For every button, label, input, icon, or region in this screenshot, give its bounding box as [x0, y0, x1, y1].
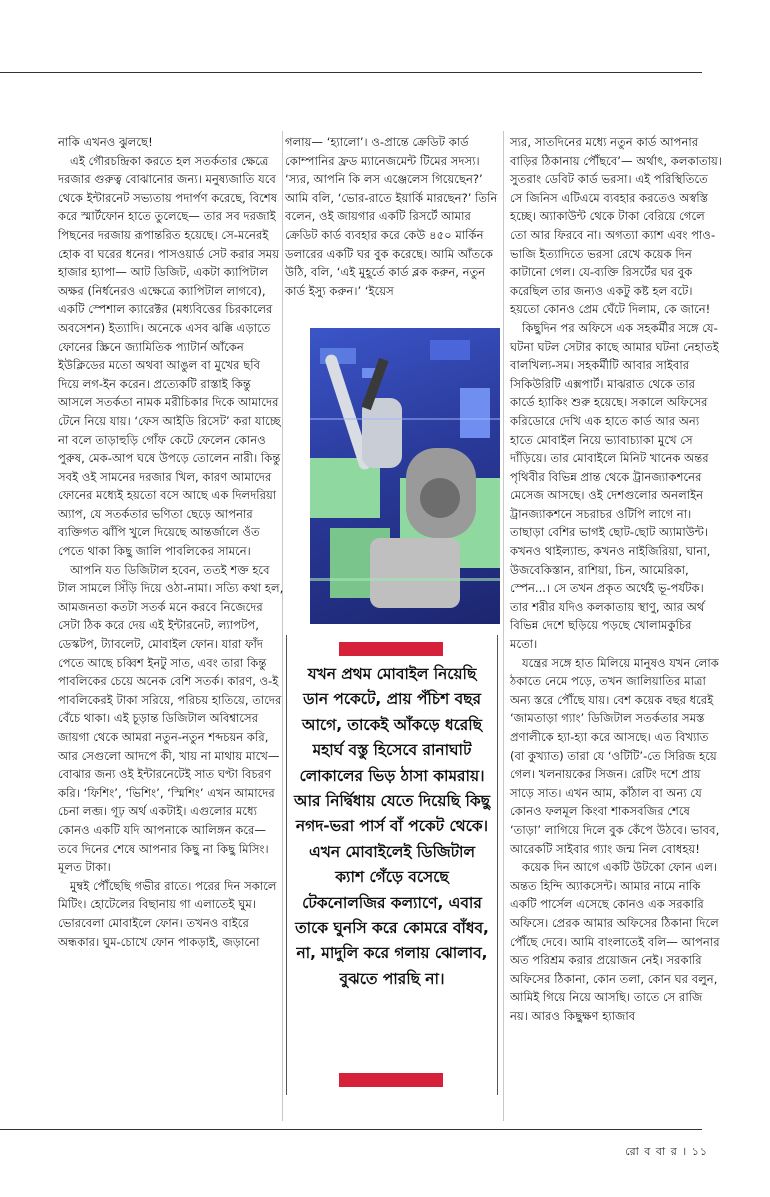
page-footer: রো ব বা র । ১১	[625, 1145, 708, 1158]
pull-quote	[286, 635, 498, 1095]
illustration-robot-hand-phone	[310, 328, 500, 624]
accent-bar	[339, 1073, 443, 1087]
top-rule	[0, 72, 702, 73]
article-column-2	[285, 133, 499, 300]
paragraph: স্যর, সাতদিনের মধ্যে নতুন কার্ড আপনার বাড়ির ঠিকানায় পৌঁছবে’— অর্থাৎ, কলকাতায়। সুতরাং ডেবিট কার্ড ভরসা। এই পরিস্থিতিতে সে জিনিস এটিএমে ব্যবহার করতেও অস্বস্তি হচ্ছে। অ্যাকাউন্ট থেকে টাকা বেরিয়ে গেলে তো আর ফিরবে না। অগত্যা ক্যাশ এবং পাও-ভাজি ইত্যাদিতে ভরসা রেখে কয়েক দিন কাটানো গেল। যে-ব্যক্তি রিসর্টের ঘর বুক করেছিল তার জন্যও একটু কষ্ট হল বটে। হয়তো কোনও প্রেম ঘেঁটে দিলাম, কে জানে!	[510, 135, 722, 317]
paragraph: কয়েক দিন আগে একটি উটকো ফোন এল। অন্তত হিন্দি অ্যাকসেন্ট। আমার নামে নাকি একটি পার্সেল এসেছে কোনও এক সরকারি অফিসে। প্রেরক আমার অফিসের ঠিকানা দিলে পৌঁছে দেবে। আমি বাংলাতেই বলি— আপনার অত পরিশ্রম করার প্রয়োজন নেই। সরকারি অফিসের ঠিকানা, কোন তলা, কোন ঘর বলুন, আমিই গিয়ে নিয়ে আসছি। তাতে সে রাজি নয়। আরও কিছুক্ষণ হ্যাজাব	[510, 860, 720, 1023]
paragraph: মুম্বই পৌঁছেছি গভীর রাতে। পরের দিন সকালে মিটিং। হোটেলের বিছানায় গা এলাতেই ঘুম। ভোরবেলা মোবাইলে ফোন। তখনও বাইরে অন্ধকার। ঘুম-চোখে ফোন পাকড়াই, জড়ানো	[58, 878, 277, 949]
paragraph: নাকি এখনও ঝুলছে!	[58, 135, 153, 149]
pull-quote-text: যখন প্রথম মোবাইল নিয়েছি ডান পকেটে, প্রায় পঁচিশ বছর আগে, তাকেই আঁকড়ে ধরেছি মহার্ঘ বস্তু হিসেবে রানাঘাট লোকালের ভিড় ঠাসা কামরায়। আর নির্দ্বিধায় যেতে দিয়েছি কিছু নগদ-ভরা পার্স বাঁ পকেট থেকে। এখন মোবাইলেই ডিজিটাল ক্যাশ গেঁড়ে বসেছে টেকনোলজির কল্যাণে, এবার তাকে ঘুনসি করে কোমরে বাঁধব, না, মাদুলি করে গলায় ঝোলাব, বুঝতে পারছি না।	[294, 665, 490, 988]
paragraph: আপনি যত ডিজিটাল হবেন, ততই শক্ত হবে টাল সামলে সিঁড়ি দিয়ে ওঠা-নামা। সত্যি কথা হল, আমজনতা কতটা সতর্ক মনে করবে নিজেদের সেটা ঠিক করে দেয় এই ইন্টারনেট, ল্যাপটপ, ডেস্কটপ, ট্যাবলেট, মোবাইল ফোন। যারা ফাঁদ পেতে আছে চব্বিশ ইনটু সাত, এবং তারা কিন্তু পাবলিকের চেয়ে অনেক বেশি সতর্ক। কারণ, ও-ই পাবলিকেরই টাকা সরিয়ে, পরিচয় হাতিয়ে, তাদের বেঁচে থাকা। এই চূড়ান্ত ডিজিটাল অবিশ্বাসের জায়গা থেকে আমরা নতুন-নতুন শব্দচয়ন করি, আর সেগুলো আদপে কী, খায় না মাথায় মাখে— বোঝার জন্য ওই ইন্টারনেটেই সাত ঘণ্টা বিচরণ করি। ‘ফিশিং’, ‘ভিশিং’, ‘স্মিশিং’ এখন আমাদের চেনা লব্জ। গূঢ় অর্থ একটাই। এগুলোর মধ্যে কোনও একটি যদি আপনাকে আলিঙ্গন করে— তবে দিনের শেষে আপনার কিছু না কিছু মিসিং। মূলত টাকা।	[58, 562, 284, 875]
accent-bar	[339, 642, 443, 656]
bottom-rule	[0, 1129, 702, 1130]
paragraph: যন্ত্রের সঙ্গে হাত মিলিয়ে মানুষও যখন লোক ঠকাতে নেমে পড়ে, তখন জালিয়াতির মাত্রা অন্য স্তরে পৌঁছে যায়। বেশ কয়েক বছর ধরেই ‘জামতাড়া গ্যাং’ ডিজিটাল সতর্কতার সমস্ত প্রণালীকে হ্যা-হ্যা করে আসছে। এত বিখ্যাত (বা কুখ্যাত) তারা যে ‘ওটিটি’-তে সিরিজ হয়ে গেল। খলনায়কের সিজন। রেটিং দশে প্রায় সাড়ে সাত। এখন আম, কাঁঠাল বা অন্য যে কোনও ফলমূল কিংবা শাকসবজির শেষে ‘তাড়া’ লাগিয়ে দিলে বুক কেঁপে উঠবে। ভাবব, আরেকটি সাইবার গ্যাং জন্ম নিল বোধহয়!	[510, 655, 720, 856]
paragraph: এই গৌরচন্দ্রিকা করতে হল সতর্কতার ক্ষেত্রে দরজার গুরুত্ব বোঝানোর জন্য। মনুষ্যজাতি যবে থেকে ইন্টারনেট সভ্যতায় পদার্পণ করেছে, বিশেষ করে স্মার্টফোন হাতে তুলেছে— তার সব দরজাই পিছনের দরজায় রূপান্তরিত হয়েছে। সে-মনেরই হোক বা ঘরের ধনের। পাসওয়ার্ড সেট করার সময় হাজার হ্যাপা— আট ডিজিট, একটা ক্যাপিটাল অক্ষর (নির্ধনেরও এক্ষেত্রে ক্যাপিটাল লাগবে), একটি স্পেশাল ক্যারেক্টর (মধ্যবিত্তের চিরকালের অবসেশন) ইত্যাদি। অনেকে এসব ঝক্কি এড়াতে ফোনের স্ক্রিনে জ্যামিতিক প্যাটার্ন আঁকেন ইউক্লিডের মতো অথবা আঙুল বা মুখের ছবি দিয়ে লগ-ইন করেন। প্রত্যেকটি রাস্তাই কিন্তু আসলে সতর্কতা নামক মরীচিকার দিকে আমাদের টেনে নিয়ে যায়। ‘ফেস আইডি রিসেট’ করা যাচ্ছে না বলে তাড়াহুড়ি গোঁফ কেটে ফেলেন কোনও পুরুষ, মেক-আপ ঘষে উপড়ে তোলেন নারী। কিন্তু সবই ওই সামনের দরজার খিল, কারণ আমাদের ফোনের মধ্যেই হয়তো বসে আছে এক দিলদরিয়া অ্যাপ, যে সতর্কতার ভণিতা ছেড়ে আপনার ব্যক্তিগত ঝাঁপি খুলে দিয়েছে আন্তর্জালে ওঁত পেতে থাকা কিছু জালি পাবলিকের সামনে।	[58, 153, 281, 559]
column-divider-right	[503, 131, 504, 1121]
paragraph: গলায়— ‘হ্যালো’। ও-প্রান্তে ক্রেডিট কার্ড কোম্পানির ফ্রড ম্যানেজমেন্ট টিমের সদস্য। ‘স্যর, আপনি কি লস এঞ্জেলেস গিয়েছেন?’ আমি বলি, ‘ভোর-রাতে ইয়ার্কি মারছেন?’ তিনি বলেন, ওই জায়গার একটি রিসর্টে আমার ক্রেডিট কার্ড ব্যবহার করে কেউ ৪৫০ মার্কিন ডলারের একটি ঘর বুক করেছে। আমি আঁতকে উঠি, বলি, ‘এই মুহূর্তে কার্ড ব্লক করুন, নতুন কার্ড ইস্যু করুন।’ ‘ইয়েস	[285, 135, 498, 298]
paragraph: কিছুদিন পর অফিসে এক সহকর্মীর সঙ্গে যে-ঘটনা ঘটল সেটার কাছে আমার ঘটনা নেহাতই বালখিল্য-সম। সহকর্মীটি আবার সাইবার সিকিউরিটি এক্সপার্ট। মাঝরাত থেকে তার কার্ডে হ্যাকিং শুরু হয়েছে। সকালে অফিসের করিডোরে দেখি এক হাতে কার্ড আর অন্য হাতে মোবাইল নিয়ে ভ্যাবাচ্যাকা মুখে সে দাঁড়িয়ে। তার মোবাইলে মিনিট খানেক অন্তর পৃথিবীর বিভিন্ন প্রান্ত থেকে ট্রানজ্যাকশনের মেসেজ আসছে। ওই দেশগুলোর অনলাইন ট্রানজ্যাকশনে সচরাচর ওটিপি লাগে না। তাছাড়া বেশির ভাগই ছোট-ছোট অ্যামাউন্ট। কখনও থাইল্যান্ড, কখনও নাইজিরিয়া, ঘানা, উজবেকিস্তান, রাশিয়া, চিন, আমেরিকা, স্পেন...। সে তখন প্রকৃত অর্থেই ভূ-পর্যটক। তার শরীর যদিও কলকাতায় স্থাণু, আর অর্থ বিভিন্ন দেশে ছড়িয়ে পড়ছে খোলামকুচির মতো।	[510, 320, 719, 652]
article-column-3	[510, 133, 722, 1026]
article-column-1	[58, 133, 284, 951]
